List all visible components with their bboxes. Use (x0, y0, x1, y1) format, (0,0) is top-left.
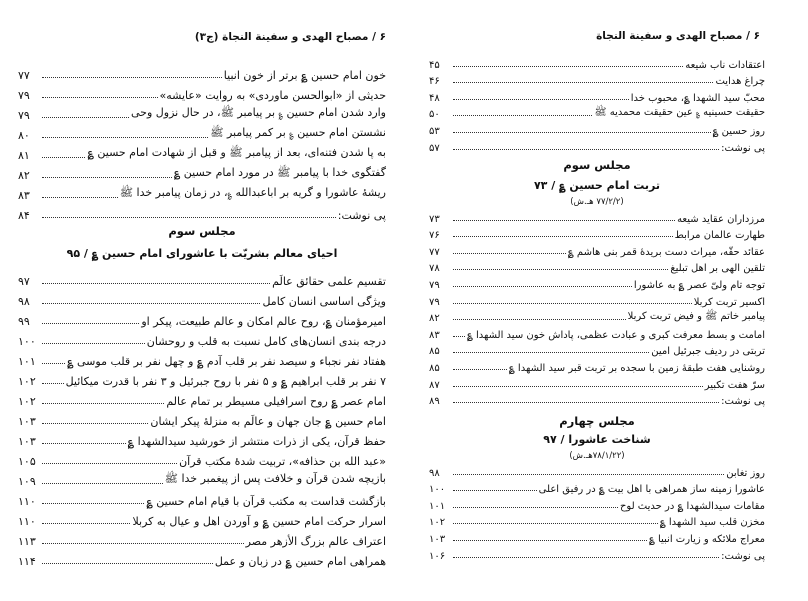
dot-leader (42, 383, 64, 384)
dot-leader (453, 507, 618, 508)
section-heading: مجلس سوم (563, 158, 631, 172)
toc-entry (18, 328, 386, 348)
entry-page-number: ۸۷ (429, 379, 440, 391)
entry-title: چراغ هدایت (715, 76, 765, 88)
entry-title: امام حسین ؏ جان جهان و عالَم به منزلهٔ پیکر ایشان (150, 415, 386, 428)
dot-leader (42, 563, 213, 564)
dot-leader (453, 490, 537, 491)
entry-page-number: ۱۰۹ (18, 475, 36, 488)
toc-entry (18, 428, 386, 448)
toc-entry (18, 368, 386, 388)
entry-title: مخزن قلب سید الشهدا ؏ (659, 517, 765, 529)
toc-entry (429, 87, 765, 104)
entry-page-number: ۸۲ (18, 169, 30, 182)
entry-title: اعتراف عالم بزرگ الأزهر مصر (245, 535, 386, 548)
entry-page-number: ۷۸ (429, 263, 440, 275)
entry-title: حقیقت حسینیه ؏ عین حقیقت محمدیه ﷺ (594, 107, 765, 119)
dot-leader (453, 132, 711, 133)
entry-page-number: ۹۷ (18, 275, 30, 288)
toc-entry (18, 62, 386, 82)
entry-title: حفظ قرآن، یکی از ذرات منتشر از خورشید سیدالشهدا ؏ (127, 435, 386, 448)
toc-entry (18, 508, 386, 528)
entry-page-number: ۹۸ (18, 295, 30, 308)
dot-leader (42, 443, 126, 444)
entry-title: ۷ نفر بر قلب ابراهیم ؏ و ۵ نفر با روح جبرئیل و ۳ نفر با قدرت میکائیل (65, 375, 386, 388)
toc-entry (18, 182, 386, 202)
toc-entry (429, 357, 765, 374)
entry-title: گفتگوی خدا با پیامبر ﷺ در مورد امام حسین ؏ (173, 166, 386, 179)
entry-page-number: ۸۱ (18, 149, 30, 162)
entry-title: طهارت عالمان مرابط (674, 230, 765, 242)
entry-title: روشنایی هفت طبقهٔ زمین با سجده بر تربت قبر سید الشهدا ؏ (508, 362, 765, 374)
dot-leader (42, 483, 163, 484)
toc-entry (18, 202, 386, 222)
toc-entry (429, 225, 765, 242)
entry-page-number: ۱۰۲ (429, 517, 446, 529)
entry-page-number: ۱۰۵ (18, 455, 36, 468)
entry-title: وارد شدن امام حسین ؏ بر پیامبر ﷺ، در حال نزول وحی (131, 106, 386, 119)
entry-page-number: ۸۳ (429, 329, 440, 341)
toc-entry (18, 388, 386, 408)
entry-page-number: ۱۱۰ (18, 495, 36, 508)
toc-list (429, 54, 765, 154)
toc-entry (18, 162, 386, 182)
dot-leader (42, 77, 222, 78)
entry-title: روز حسین ؏ (712, 125, 765, 137)
entry-page-number: ۸۵ (429, 346, 440, 358)
entry-page-number: ۹۹ (18, 315, 30, 328)
dot-leader (42, 137, 208, 138)
entry-title: عاشورا زمینه ساز همراهی با اهل بیت ؏ در رفیق اعلی (538, 484, 765, 496)
entry-page-number: ۷۹ (429, 279, 440, 291)
entry-title: ویژگی اساسی انسان کامل (262, 295, 386, 308)
toc-entry (429, 324, 765, 341)
entry-page-number: ۱۰۱ (429, 500, 446, 512)
entry-title: مقامات سیدالشهدا ؏ در حدیث لوح (619, 500, 765, 512)
dot-leader (42, 217, 336, 218)
entry-page-number: ۸۲ (429, 313, 440, 325)
dot-leader (42, 177, 172, 178)
toc-entry (18, 102, 386, 122)
toc-entry (429, 341, 765, 358)
entry-title: اکسیر تربت کربلا (693, 296, 765, 308)
section-title: تربت امام حسین ؏ / ۷۳ (533, 179, 661, 192)
toc-entry (429, 391, 765, 408)
dot-leader (453, 474, 724, 475)
dot-leader (453, 115, 592, 116)
entry-page-number: ۷۹ (429, 296, 440, 308)
entry-title: تقسیم علمی حقائق عالَم (272, 275, 386, 288)
toc-entry (429, 258, 765, 275)
entry-page-number: ۴۶ (429, 76, 440, 88)
running-header: ۶ / مصباح الهدی و سفینة النجاة (596, 30, 760, 42)
entry-page-number: ۸۵ (429, 362, 440, 374)
toc-entry (18, 488, 386, 508)
entry-title: خون امام حسین ؏ برتر از خون انبیا (223, 69, 386, 82)
toc-entry (18, 348, 386, 368)
entry-title: امامت و بسط معرفت کبری و عبادت عظمی، پاداش خون سید الشهدا ؏ (466, 329, 765, 341)
entry-page-number: ۱۰۳ (429, 533, 446, 545)
toc-list (429, 462, 765, 562)
toc-entry (429, 71, 765, 88)
entry-title: به پا شدن فتنه‌ای، بعد از پیامبر ﷺ و قبل از شهادت امام حسین ؏ (87, 146, 386, 159)
entry-page-number: ۷۶ (429, 230, 440, 242)
entry-page-number: ۵۳ (429, 125, 440, 137)
toc-entry (18, 308, 386, 328)
dot-leader (453, 319, 626, 320)
entry-page-number: ۱۰۰ (429, 484, 446, 496)
toc-entry (429, 528, 765, 545)
entry-title: تربتی در ردیف جبرئیل امین (651, 346, 765, 358)
dot-leader (453, 303, 692, 304)
dot-leader (453, 99, 629, 100)
dot-leader (42, 303, 260, 304)
entry-page-number: ۷۹ (18, 109, 30, 122)
dot-leader (42, 403, 164, 404)
entry-page-number: ۱۰۲ (18, 375, 36, 388)
dot-leader (453, 236, 673, 237)
entry-page-number: ۸۳ (18, 189, 30, 202)
toc-entry (18, 268, 386, 288)
toc-entry (18, 448, 386, 468)
entry-title: اسرار حرکت امام حسین ؏ و آوردن اهل و عیال به کربلا (132, 515, 386, 528)
entry-title: مرزداران عقاید شیعه (677, 213, 765, 225)
entry-title: هفتاد نفر نجباء و سیصد نفر بر قلب آدم ؏ و چهل نفر بر قلب موسی ؏ (67, 355, 386, 368)
dot-leader (453, 523, 658, 524)
section-date: (۷۸/۱/۲۲هـ.ش) (569, 451, 625, 461)
toc-entry (429, 479, 765, 496)
entry-page-number: ۱۰۱ (18, 355, 36, 368)
entry-title: امام عصر ؏ روح اسرافیلی مسیطر بر تمام عالم (166, 395, 386, 408)
dot-leader (42, 197, 118, 198)
dot-leader (42, 523, 130, 524)
entry-page-number: ۷۷ (429, 246, 440, 258)
entry-page-number: ۹۸ (429, 467, 440, 479)
toc-entry (429, 241, 765, 258)
toc-entry (18, 468, 386, 488)
toc-entry (18, 548, 386, 568)
entry-page-number: ۴۸ (429, 92, 440, 104)
toc-entry (429, 137, 765, 154)
entry-title: درجه بندی انسان‌های کامل نسبت به قلب و روحشان (146, 335, 386, 348)
entry-page-number: ۱۰۳ (18, 435, 36, 448)
dot-leader (42, 283, 270, 284)
toc-entry (18, 528, 386, 548)
dot-leader (42, 463, 177, 464)
entry-title: همراهی امام حسین ؏ در زبان و عمل (214, 555, 386, 568)
toc-entry (429, 274, 765, 291)
dot-leader (453, 269, 668, 270)
entry-page-number: ۷۷ (18, 69, 30, 82)
entry-title: محبّ سید الشهدا ؏، محبوب خدا (630, 92, 765, 104)
entry-page-number: ۱۱۳ (18, 535, 36, 548)
entry-page-number: ۸۰ (18, 129, 30, 142)
dot-leader (42, 323, 139, 324)
dot-leader (453, 66, 683, 67)
toc-entry (429, 462, 765, 479)
dot-leader (453, 253, 566, 254)
toc-entry (18, 142, 386, 162)
dot-leader (453, 149, 719, 150)
entry-page-number: ۸۴ (18, 209, 30, 222)
entry-page-number: ۱۰۰ (18, 335, 36, 348)
section-date: (۷۷/۲/۲ هـ.ش) (570, 197, 624, 207)
section-title: احیای معالم بشریّت با عاشورای امام حسین ؏ / ۹۵ (66, 247, 338, 260)
dot-leader (42, 503, 144, 504)
entry-page-number: ۱۱۰ (18, 515, 36, 528)
dot-leader (42, 363, 65, 364)
dot-leader (42, 97, 158, 98)
entry-title: پی نوشت: (721, 550, 765, 562)
entry-page-number: ۱۰۲ (18, 395, 36, 408)
section-title: شناخت عاشورا / ۹۷ (543, 433, 651, 446)
dot-leader (453, 352, 649, 353)
toc-entry (429, 374, 765, 391)
toc-entry (429, 512, 765, 529)
entry-title: پی نوشت: (337, 209, 386, 222)
entry-page-number: ۱۰۶ (429, 550, 446, 562)
entry-title: پی نوشت: (721, 142, 765, 154)
section-heading: مجلس سوم (168, 224, 236, 238)
toc-entry (429, 545, 765, 562)
entry-page-number: ۷۹ (18, 89, 30, 102)
entry-title: روز تغابن (726, 467, 765, 479)
dot-leader (453, 369, 507, 370)
toc-entry (429, 291, 765, 308)
entry-title: نشستن امام حسین ؏ بر کمر پیامبر ﷺ (210, 126, 386, 139)
toc-entry (18, 408, 386, 428)
toc-entry (18, 82, 386, 102)
dot-leader (42, 157, 85, 158)
entry-title: توجه تام ولیّ عصر ؏ به عاشورا (633, 279, 765, 291)
entry-title: امیرمؤمنان ؏، روح عالم امکان و عالم طبیعت، پیکر او (141, 315, 386, 328)
entry-title: «عبد الله بن حذافه»، تربیت شدهٔ مکتب قرآن (179, 455, 386, 468)
dot-leader (42, 423, 148, 424)
entry-title: عقائد حقّه، میراث دست بریدهٔ قمر بنی هاشم ؏ (567, 246, 765, 258)
toc-entry (429, 54, 765, 71)
entry-page-number: ۵۷ (429, 142, 440, 154)
right-page (404, 0, 808, 601)
toc-entry (18, 288, 386, 308)
running-header: ۶ / مصباح الهدی و سفینة النجاة (ج۳) (194, 31, 386, 43)
toc-list (429, 208, 765, 407)
toc-entry (429, 208, 765, 225)
entry-title: ریشهٔ عاشورا و گریه بر اباعبدالله ؏، در زمان پیامبر خدا ﷺ (119, 186, 386, 199)
dot-leader (42, 117, 129, 118)
toc-entry (429, 104, 765, 121)
dot-leader (453, 336, 465, 337)
entry-title: پیامبر خاتم ﷺ و فیض تربت کربلا (627, 311, 765, 323)
dot-leader (453, 540, 647, 541)
entry-page-number: ۱۰۳ (18, 415, 36, 428)
toc-entry (429, 495, 765, 512)
entry-title: معراج ملائکه و زیارت انبیا ؏ (648, 533, 765, 545)
entry-title: تلقین الهی بر اهل تبلیغ (670, 263, 765, 275)
toc-entry (429, 120, 765, 137)
entry-page-number: ۸۹ (429, 396, 440, 408)
section-heading: مجلس چهارم (559, 414, 635, 428)
entry-title: اعتقادات ناب شیعه (685, 59, 765, 71)
toc-entry (18, 122, 386, 142)
entry-title: سرّ هفت تکبیر (704, 379, 765, 391)
entry-page-number: ۱۱۴ (18, 555, 36, 568)
entry-page-number: ۵۰ (429, 109, 440, 121)
entry-page-number: ۷۳ (429, 213, 440, 225)
entry-title: حدیثی از «ابوالحسن ماوردی» به روایت «عایشه» (159, 89, 386, 102)
entry-title: پی نوشت: (721, 396, 765, 408)
dot-leader (453, 402, 719, 403)
toc-entry (429, 308, 765, 325)
entry-page-number: ۴۵ (429, 59, 440, 71)
dot-leader (453, 557, 719, 558)
toc-list (18, 268, 386, 568)
dot-leader (453, 82, 713, 83)
dot-leader (453, 220, 675, 221)
dot-leader (42, 543, 244, 544)
toc-list (18, 62, 386, 222)
dot-leader (42, 343, 145, 344)
dot-leader (453, 386, 703, 387)
dot-leader (453, 286, 632, 287)
entry-title: بازگشت قداست به مکتب قرآن با قیام امام حسین ؏ (146, 495, 386, 508)
entry-title: بازیچه شدن قرآن و خلافت پس از پیغمبر خدا ﷺ (164, 472, 386, 485)
